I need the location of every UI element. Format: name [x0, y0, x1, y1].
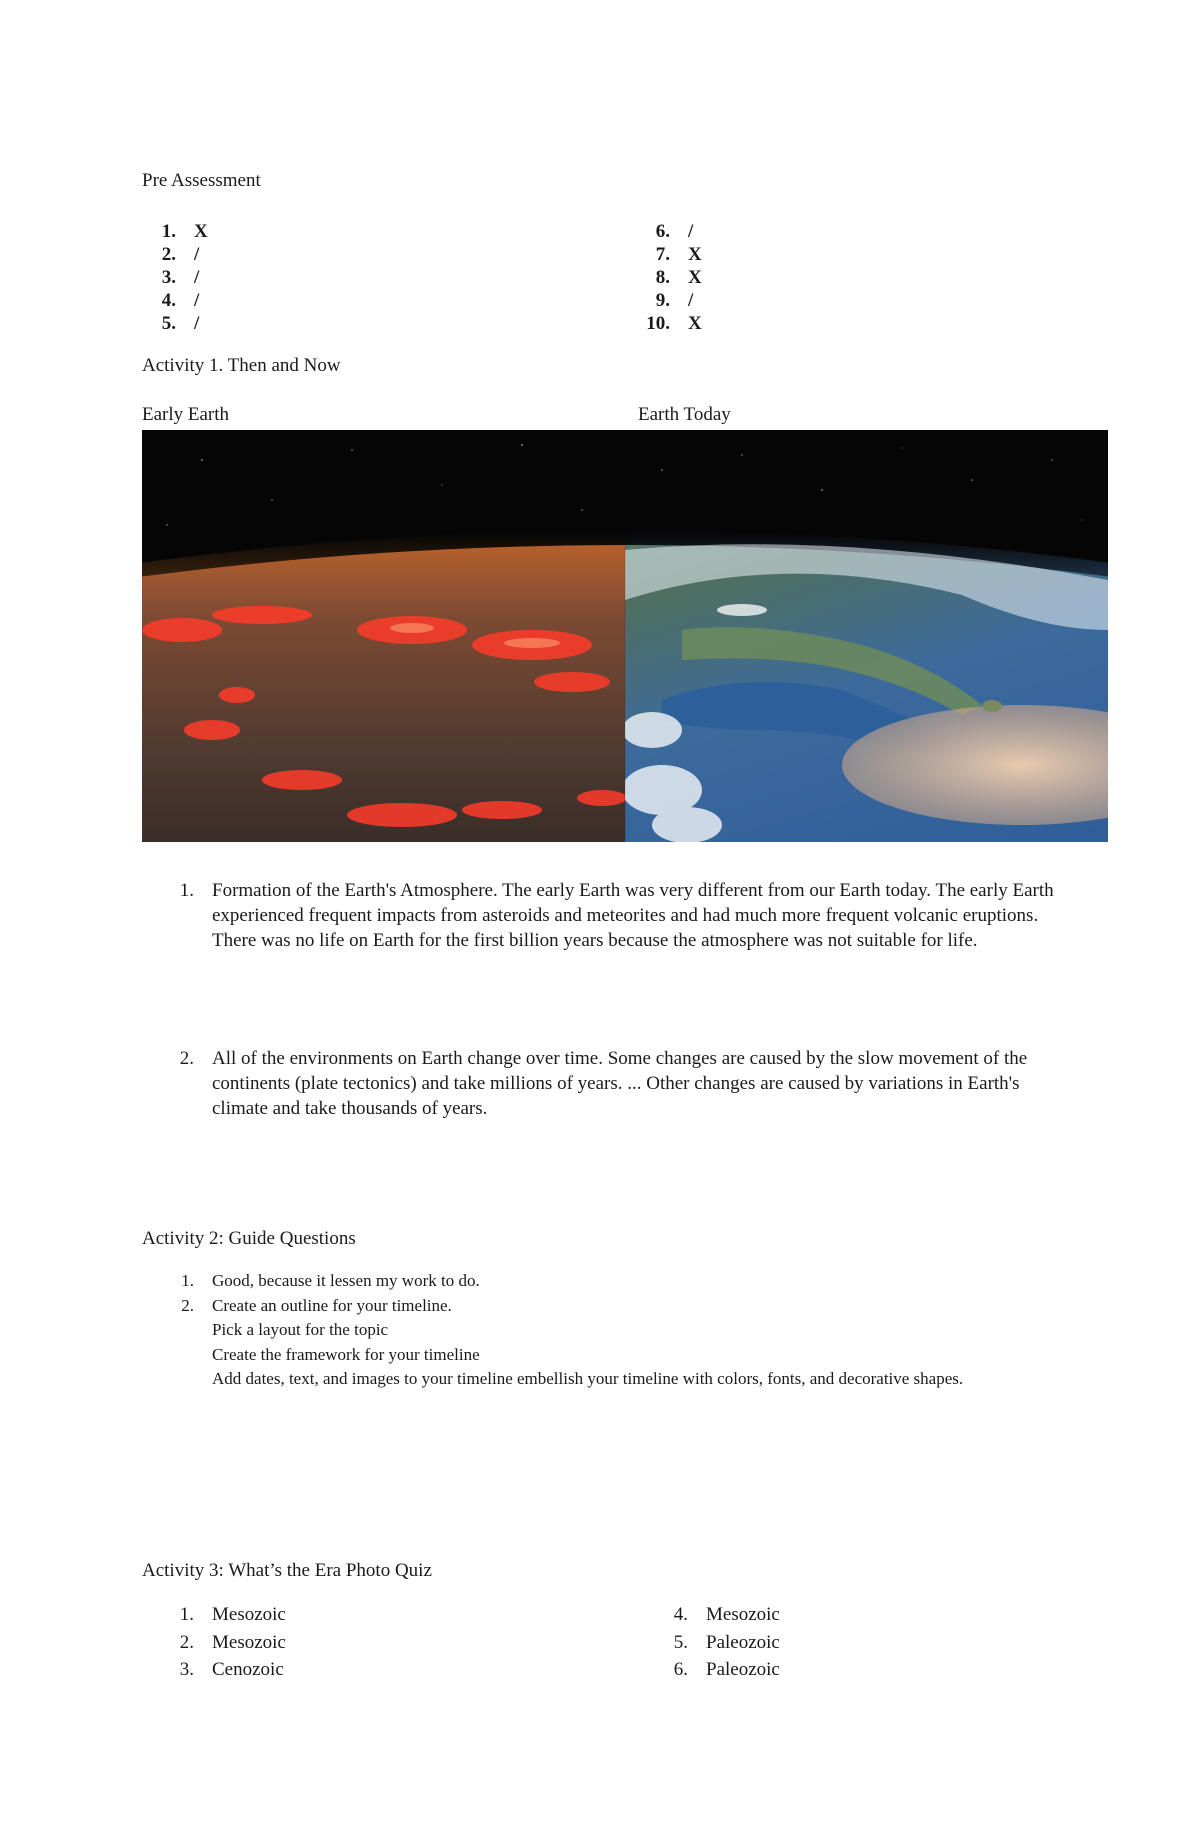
earth-today-caption: Earth Today: [638, 404, 731, 425]
list-item: 2. Create an outline for your timeline.: [181, 1295, 452, 1315]
list-item-continued: Pick a layout for the topic: [212, 1320, 389, 1339]
pre-assessment-heading: Pre Assessment: [142, 170, 261, 191]
list-item: 6. Paleozoic: [673, 1659, 780, 1680]
list-item: 1. Mesozoic: [179, 1604, 286, 1625]
activity1-answer-1: 1. Formation of the Earth's Atmosphere. The early Earth was very different from our Earth today. The early Earth experienced frequent impacts from asteroids and meteorites and had much more frequent volcanic eruptions. There was no life on Earth for the first billion years because the atmosphere was not suitable for life.: [179, 880, 1054, 951]
pre-assessment-list-right: [636, 220, 702, 335]
list-item-continued: Create the framework for your timeline: [212, 1344, 480, 1364]
list-item: 2. Mesozoic: [179, 1631, 286, 1653]
list-item: 8. X: [655, 267, 702, 288]
era-quiz-list-right: [636, 1601, 780, 1684]
list-item: 5. Paleozoic: [673, 1631, 780, 1653]
list-item: 3. /: [161, 267, 200, 288]
early-vs-today-earth-image: [142, 430, 1108, 842]
list-item: 1. X: [161, 221, 208, 242]
activity1-answer-2: 2. All of the environments on Earth change over time. Some changes are caused by the slow movement of the continents (plate tectonics) and take millions of years. ... Other changes are caused by variations in Earth's climate and take thousands of years.: [179, 1048, 1028, 1119]
pre-assessment-list-left: [142, 220, 208, 335]
activity3-heading: Activity 3: What’s the Era Photo Quiz: [142, 1560, 432, 1581]
list-item: 10. X: [646, 313, 702, 334]
activity1-heading: Activity 1. Then and Now: [142, 355, 341, 376]
activity2-answers: [142, 1269, 1072, 1392]
list-item: 1. Good, because it lessen my work to do.: [181, 1271, 480, 1290]
era-quiz-list-left: [142, 1601, 286, 1684]
list-item: 3. Cenozoic: [179, 1659, 284, 1680]
early-earth-caption: Early Earth: [142, 404, 230, 425]
list-item: 6. /: [655, 221, 694, 242]
list-item: 4. Mesozoic: [673, 1604, 780, 1625]
list-item: 5. /: [161, 313, 200, 334]
list-item: 2. /: [161, 244, 200, 265]
list-item: 9. /: [655, 290, 694, 311]
list-item-continued: Add dates, text, and images to your timeline embellish your timeline with colors, fonts, and decorative shapes.: [212, 1369, 964, 1388]
list-item: 7. X: [655, 244, 702, 265]
activity2-heading: Activity 2: Guide Questions: [142, 1228, 356, 1249]
list-item: 4. /: [161, 290, 200, 311]
